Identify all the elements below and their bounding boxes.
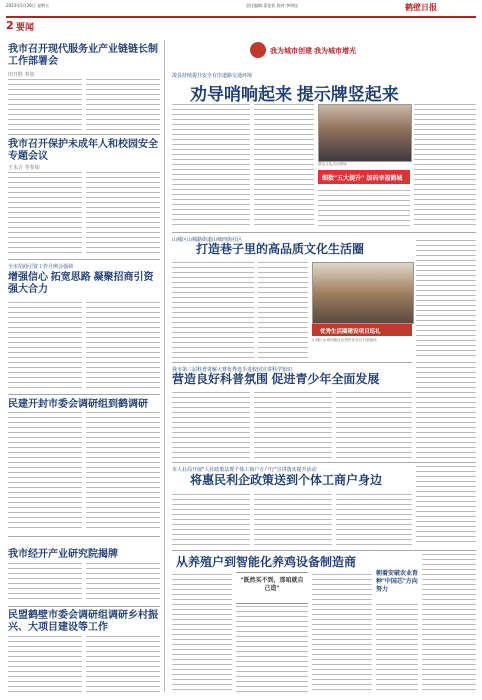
divider <box>8 394 160 395</box>
article-body <box>172 494 250 546</box>
article-kicker: 浚县持续提升安全有序道路交通环境 <box>172 73 253 79</box>
article-title: 朝着安破农业育种"中国芯"方向努力 <box>376 571 419 593</box>
article-body <box>8 412 82 532</box>
article-body <box>86 563 160 603</box>
section-number: 2 <box>6 19 14 32</box>
article-title: 增强信心 拓宽思路 凝聚招商引资强大合力 <box>8 272 154 295</box>
article-body <box>86 79 160 131</box>
article-body <box>336 494 412 546</box>
article-byline: 田开胜 参加 <box>8 72 35 78</box>
article-body <box>416 240 476 358</box>
article-title: 打造巷子里的高品质文化生活圈 <box>196 242 365 256</box>
article-kicker: 山城区山城路街道山城西街社区 <box>172 237 243 243</box>
divider <box>8 606 160 607</box>
divider <box>8 134 160 135</box>
emblem-icon <box>250 42 266 58</box>
divider <box>172 362 412 363</box>
article-body <box>258 262 308 358</box>
article-byline: 王永吉 等参加 <box>8 165 40 171</box>
feature-tag <box>318 170 410 184</box>
divider <box>8 259 160 260</box>
article-title: 将惠民利企政策送到个体工商户身边 <box>190 473 383 487</box>
article-body <box>416 362 476 458</box>
article-title: 我市召开保护未成年人和校园安全专题会议 <box>8 139 158 162</box>
article-body <box>254 494 332 546</box>
feature-tag-text: 优秀生活圈建设项目巡礼 <box>320 329 381 335</box>
article-body <box>376 604 418 692</box>
article-title: 我市召开现代服务业产业链链长制工作部署会 <box>8 44 158 67</box>
article-body <box>86 412 160 532</box>
feature-tag <box>312 324 412 336</box>
pull-quote-text: "既然买不到，那咱就自己造" <box>240 577 304 592</box>
section-title: 要闻 <box>16 23 35 33</box>
slogan-text: 我为城市创建 我为城市增光 <box>270 48 356 55</box>
photo-caption: 山城区山城西街社区居民在社区书屋阅读 <box>312 338 377 342</box>
article-kicker: 我市第二届科普讲解大赛优秀选手进校园宣讲科学知识 <box>172 367 293 373</box>
article-body <box>318 190 410 229</box>
article-body <box>86 172 160 256</box>
article-body <box>422 554 476 692</box>
article-body <box>254 392 332 458</box>
article-title: 从养殖户到智能化养鸡设备制造商 <box>176 555 357 569</box>
photo-caption: 群众文化活动现场 <box>318 162 347 166</box>
article-body <box>8 563 82 603</box>
article-body <box>414 104 476 229</box>
feature-tag-text: 细数"五大提升" 加码幸福鹤城 <box>322 175 403 182</box>
divider <box>172 550 476 551</box>
editor-line: 责任编辑:姜佳钦 校对:李明钰 <box>246 3 298 8</box>
article-body <box>8 302 82 392</box>
article-kicker: 全市招商引资工作月例会强调 <box>8 264 74 270</box>
article-title: 我市经开产业研究院揭牌 <box>8 549 118 560</box>
article-body <box>312 574 372 692</box>
article-kicker: 市人社局开展"人社政策法规个体工商户万户行"宣讲落实提升活动 <box>172 467 317 473</box>
article-body <box>336 392 412 458</box>
article-body <box>86 636 160 692</box>
divider <box>172 462 476 463</box>
slogan-banner <box>250 42 380 60</box>
article-title: 劝导哨响起来 提示牌竖起来 <box>190 85 399 104</box>
article-body <box>172 392 250 458</box>
article-body <box>8 172 82 256</box>
divider <box>8 536 160 537</box>
section-rule <box>6 16 476 18</box>
article-title: 民盟鹤壁市委会调研组调研乡村振兴、大项目建设等工作 <box>8 610 158 633</box>
column-divider <box>164 40 165 692</box>
event-photo <box>318 104 412 162</box>
newspaper-masthead: 鹤壁日报 <box>405 2 437 12</box>
issue-date: 2023年5月26日 星期五 <box>6 3 50 8</box>
article-body <box>8 79 82 131</box>
article-body <box>416 466 476 546</box>
article-body <box>254 104 314 229</box>
article-body <box>172 574 232 692</box>
pull-quote <box>236 572 308 604</box>
community-photo <box>312 262 414 324</box>
article-body <box>172 262 254 358</box>
article-title: 营造良好科普氛围 促进青少年全面发展 <box>172 372 380 386</box>
divider <box>172 232 476 233</box>
article-body <box>172 104 250 229</box>
article-body <box>8 636 82 692</box>
article-body <box>86 302 160 392</box>
article-title: 民建开封市委会调研组到鹤调研 <box>8 399 148 410</box>
article-body <box>236 606 308 692</box>
